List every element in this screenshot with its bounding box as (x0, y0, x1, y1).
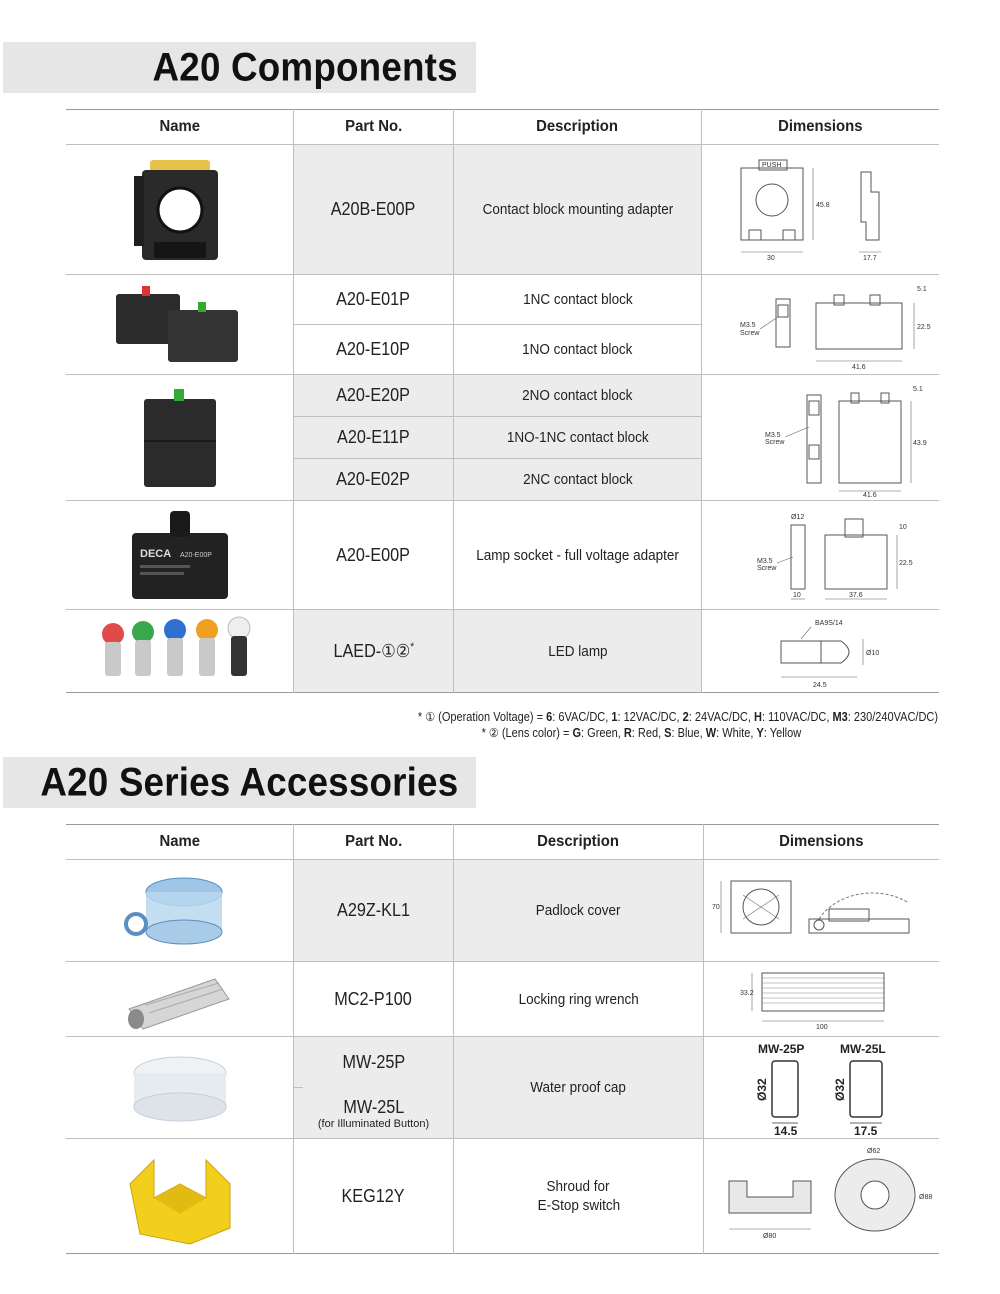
part-no: MW-25L (for Illuminated Button) (317, 1096, 430, 1130)
svg-text:45.8: 45.8 (815, 202, 830, 209)
part-no: A20-E02P (336, 469, 411, 489)
padlock-cover-image (66, 860, 293, 961)
description: Shroud for E-Stop switch (537, 1178, 620, 1214)
water-proof-cap-image (66, 1037, 293, 1138)
svg-text:Screw: Screw (764, 438, 784, 446)
description: 2NC contact block (522, 471, 633, 488)
part-no: A20-E00P (336, 544, 411, 565)
svg-text:M3.5: M3.5 (739, 322, 756, 329)
svg-text:37.6: 37.6 (848, 592, 863, 599)
svg-text:100: 100 (815, 1024, 828, 1031)
col-header-dimensions: Dimensions (779, 832, 864, 850)
lamp-socket-dimensions (702, 501, 939, 609)
col-header-part: Part No. (344, 117, 403, 135)
accessories-table (66, 824, 939, 1254)
col-header-name: Name (159, 832, 200, 850)
part-no: MW-25P (342, 1051, 405, 1072)
svg-text:MW-25P: MW-25P (757, 1041, 804, 1056)
description: Locking ring wrench (518, 990, 639, 1008)
description: 1NC contact block (522, 291, 633, 308)
part-no: MC2-P100 (334, 988, 413, 1009)
svg-text:M3.5: M3.5 (756, 558, 773, 565)
svg-text:41.6: 41.6 (851, 364, 866, 371)
part-no: A20-E11P (337, 427, 410, 447)
svg-text:DECA: DECA (139, 548, 171, 560)
svg-text:Ø88: Ø88 (919, 1194, 933, 1201)
description: Water proof cap (530, 1079, 627, 1096)
svg-text:Ø12: Ø12 (790, 514, 804, 521)
svg-text:A20-E00P: A20-E00P (179, 552, 212, 559)
led-lamp-dimensions (702, 610, 939, 692)
svg-text:MW-25L: MW-25L (839, 1041, 886, 1056)
part-no: KEG12Y (341, 1185, 406, 1206)
svg-text:M3.5: M3.5 (764, 431, 781, 439)
components-table (66, 109, 939, 693)
svg-text:Ø10: Ø10 (865, 650, 879, 657)
lamp-socket-image (66, 501, 293, 609)
part-no: A20-E10P (336, 339, 411, 359)
description: Lamp socket - full voltage adapter (476, 546, 679, 564)
svg-text:14.5: 14.5 (773, 1123, 797, 1138)
note-lens-color: * ② (Lens color) = G: Green, R: Red, S: Blue, W: White, Y: Yellow (481, 726, 801, 740)
svg-text:41.6: 41.6 (862, 491, 877, 499)
part-no: A20B-E00P (331, 199, 416, 219)
mounting-adapter-image (66, 145, 293, 274)
col-header-name: Name (159, 117, 200, 135)
svg-text:5.1: 5.1 (912, 385, 923, 393)
double-contact-block-image (66, 375, 293, 500)
svg-text:Ø32: Ø32 (754, 1077, 769, 1101)
components-title: A20 Components (152, 45, 458, 89)
part-no: LAED-①②* (333, 640, 414, 661)
svg-text:BA9S/14: BA9S/14 (814, 620, 843, 627)
note-operation-voltage: * ① (Operation Voltage) = 6: 6VAC/DC, 1: 12VAC/DC, 2: 24VAC/DC, H: 110VAC/DC, M3: 230/240VAC/DC) (417, 710, 938, 724)
col-header-description: Description (536, 117, 619, 135)
accessories-title: A20 Series Accessories (40, 760, 458, 804)
wrench-dimensions (704, 962, 939, 1036)
double-contact-dimensions (702, 375, 939, 500)
led-lamps-image (66, 610, 293, 692)
svg-text:17.7: 17.7 (862, 255, 877, 262)
svg-text:33.2: 33.2 (739, 990, 754, 997)
svg-text:17.5: 17.5 (853, 1123, 877, 1138)
svg-text:30: 30 (766, 255, 775, 262)
part-no: A29Z-KL1 (337, 900, 410, 920)
locking-ring-wrench-image (66, 962, 293, 1036)
svg-text:22.5: 22.5 (898, 560, 913, 567)
svg-text:43.9: 43.9 (912, 439, 927, 447)
col-header-dimensions: Dimensions (778, 117, 863, 135)
svg-text:22.5: 22.5 (916, 324, 931, 331)
description: LED lamp (547, 642, 608, 660)
description: 1NO-1NC contact block (506, 429, 649, 446)
part-no: A20-E20P (336, 385, 411, 405)
svg-text:10: 10 (792, 592, 801, 599)
svg-text:70: 70 (712, 904, 720, 911)
description: Padlock cover (536, 902, 621, 919)
svg-text:PUSH: PUSH (761, 162, 781, 169)
description: 2NO contact block (522, 387, 633, 404)
single-contact-blocks-image (66, 275, 293, 374)
description: Contact block mounting adapter (482, 201, 673, 218)
svg-text:10: 10 (898, 524, 907, 531)
svg-text:Screw: Screw (756, 565, 776, 572)
svg-text:Ø80: Ø80 (763, 1233, 777, 1240)
svg-text:Ø62: Ø62 (867, 1148, 881, 1155)
description: 1NO contact block (522, 341, 633, 358)
components-title-banner (3, 42, 476, 93)
water-proof-cap-dimensions (704, 1037, 939, 1138)
padlock-cover-dimensions (704, 860, 939, 961)
col-header-description: Description (537, 832, 620, 850)
accessories-title-banner (3, 757, 476, 808)
col-header-part: Part No. (344, 832, 403, 850)
svg-text:Ø32: Ø32 (832, 1077, 847, 1101)
mounting-adapter-dimensions (702, 145, 939, 274)
single-contact-dimensions (702, 275, 939, 374)
svg-text:Screw: Screw (739, 330, 759, 337)
part-no: A20-E01P (336, 289, 411, 309)
shroud-dimensions (704, 1139, 939, 1253)
svg-text:24.5: 24.5 (812, 682, 827, 689)
shroud-image (66, 1139, 293, 1253)
svg-text:5.1: 5.1 (916, 286, 927, 293)
